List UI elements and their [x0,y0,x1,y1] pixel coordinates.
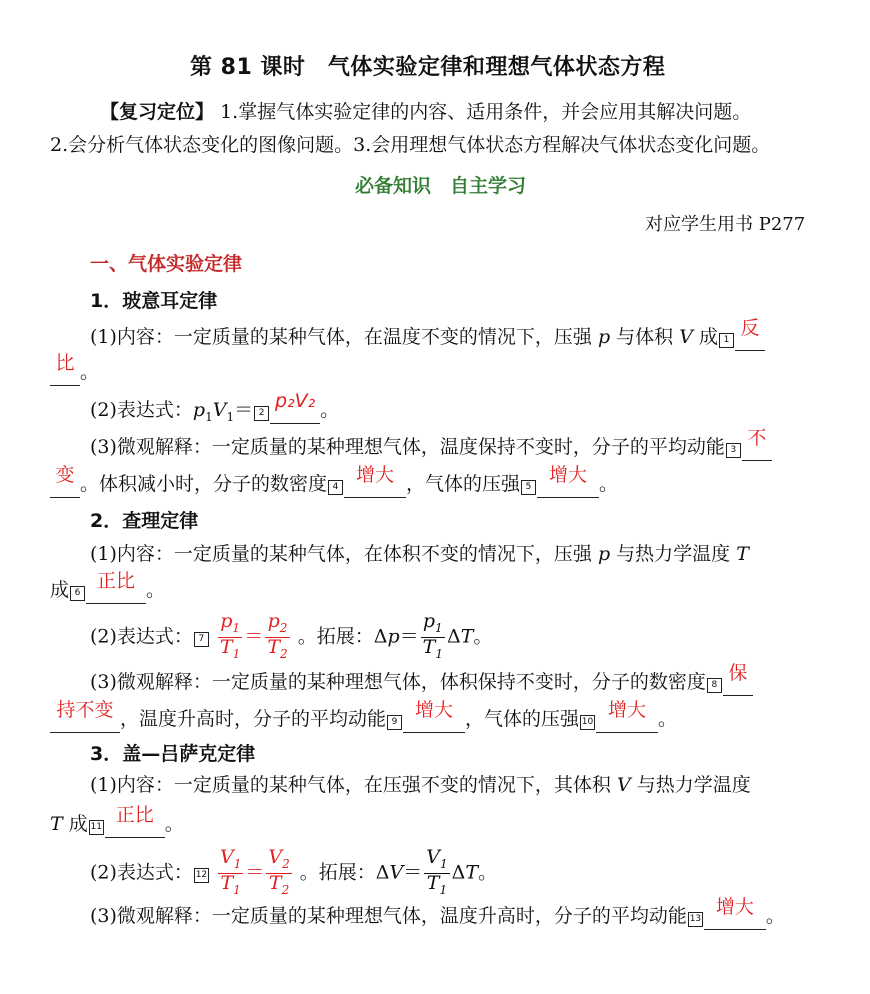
boyle-content-text: (1)内容：一定质量的某种气体，在温度不变的情况下，压强 [90,326,592,348]
answer-4: 增大 [356,464,395,486]
charles-expr-label: (2)表达式： [90,625,193,648]
section-heading: 必备知识 自主学习 [355,175,527,197]
charles-ext-label: 。拓展： [297,625,374,648]
review-label: 【复习定位】 [100,101,215,123]
gay-lussac-micro-text: (3)微观解释：一定质量的某种理想气体，温度升高时，分子的平均动能 [90,905,687,927]
answer-blank-11[interactable] [105,804,165,838]
blank-number-7: 7 [194,632,209,647]
review-line-2: 2.会分析气体状态变化的图像问题。3.会用理想气体状态方程解决气体状态变化问题。 [50,134,771,156]
charles-expression: (2)表达式： 7 $\frac{p_1}{T_1}$ ＝ $\frac{p_2}{T_2}$ 。拓展：Δp＝ $\frac{p_1}{T_1}$ ΔT。 [90,610,493,661]
answer-8a: 保 [728,662,748,684]
gay-lussac-content-text: (1)内容：一定质量的某种气体，在压强不变的情况下，其体积 [90,774,611,796]
boyle-content-mid: 与体积 [616,326,674,348]
blank-number-5: 5 [521,480,536,495]
answer-blank-4[interactable] [344,464,406,498]
answer-blank-1-cont[interactable] [50,352,80,386]
charles-micro [90,662,753,696]
charles-content-post: 与热力学温度 [616,543,731,565]
gay-lussac-line2-post: 成 [68,813,88,835]
answer-8b: 持不变 [56,699,114,721]
charles-content-cont: 成 6正比 。 [50,578,165,604]
answer-6: 正比 [97,570,136,592]
gay-lussac-micro: (3)微观解释：一定质量的某种理想气体，温度升高时，分子的平均动能 13增大 。 [90,904,785,930]
blank-number-10: 10 [580,715,595,730]
gay-lussac-content-post: 与热力学温度 [636,774,751,796]
part1-heading: 一、气体实验定律 [90,253,243,275]
answer-7-frac-right: $\frac{p_2}{T_2}$ [267,610,288,661]
boyle-content-cont [50,352,100,386]
answer-blank-2[interactable] [270,390,320,424]
blank-number-13: 13 [688,912,703,927]
answer-blank-8[interactable] [723,662,753,696]
gay-lussac-ext-label: 。拓展： [299,861,376,884]
charles-line2-pre: 成 [50,579,70,601]
review-text-1: 1.掌握气体实验定律的内容、适用条件，并会应用其解决问题。 [220,101,752,123]
answer-blank-8-cont[interactable] [50,699,120,733]
answer-blank-3-cont[interactable] [50,464,80,498]
gay-lussac-content-cont: T 成 11正比 。 [50,812,184,838]
charles-micro-cont: 持不变 ，温度升高时，分子的平均动能 9增大 ，气体的压强 10增大 。 [50,707,677,733]
book-reference: 对应学生用书 P277 [645,214,806,235]
answer-10: 增大 [608,699,647,721]
blank-number-2: 2 [254,406,269,421]
blank-number-9: 9 [387,715,402,730]
blank-number-6: 6 [70,586,85,601]
answer-blank-9[interactable] [403,699,465,733]
boyle-micro-cont: 变 。体积减小时，分子的数密度 4增大 ，气体的压强 5增大 。 [50,472,618,498]
boyle-micro-mid2: ，气体的压强 [406,473,521,495]
answer-blank-13[interactable] [704,896,766,930]
gay-lussac-expression: (2)表达式： 12 $\frac{V_1}{T_1}$ ＝ $\frac{V_2}{T_2}$ 。拓展：ΔV＝ $\frac{V_1}{T_1}$ ΔT。 [90,846,498,897]
answer-11: 正比 [115,804,154,826]
boyle-content-post: 成 [699,326,719,348]
answer-1a: 反 [740,317,760,339]
blank-number-4: 4 [328,480,343,495]
answer-9: 增大 [415,699,454,721]
boyle-micro-mid1: 。体积减小时，分子的数密度 [80,473,328,495]
boyle-expression: (2)表达式：$p_1V_1= 2p_2V_2$ 。 [90,390,340,424]
blank-number-1: 1 [719,333,734,348]
charles-content-text: (1)内容：一定质量的某种气体，在体积不变的情况下，压强 [90,543,592,565]
answer-3b: 变 [55,464,75,486]
boyle-expr-label: (2)表达式： [90,399,193,421]
answer-blank-10[interactable] [596,699,658,733]
blank-number-8: 8 [707,678,722,693]
answer-3a: 不 [747,427,767,449]
boyle-micro [90,427,772,461]
boyle-micro-text: (3)微观解释：一定质量的某种理想气体，温度保持不变时，分子的平均动能 [90,436,725,458]
boyle-content: (1)内容：一定质量的某种气体，在温度不变的情况下，压强 p 与体积 V 成 1反 [90,325,765,351]
charles-micro-text: (3)微观解释：一定质量的某种理想气体，体积保持不变时，分子的数密度 [90,671,706,693]
gay-lussac-heading: 3．盖—吕萨克定律 [90,743,256,765]
answer-blank-1[interactable] [735,317,765,351]
charles-heading: 2．查理定律 [90,510,199,532]
blank-number-3: 3 [726,443,741,458]
blank-number-11: 11 [89,820,104,835]
answer-7-frac-left: $\frac{p_1}{T_1}$ [219,610,241,661]
answer-blank-3[interactable] [742,427,772,461]
answer-blank-5[interactable] [537,464,599,498]
charles-micro-mid2: ，气体的压强 [465,708,580,730]
review-line-1 [100,100,751,124]
boyle-heading: 1．玻意耳定律 [90,290,218,312]
answer-12-frac-left: $\frac{V_1}{T_1}$ [219,846,242,897]
boyle-period: 。 [80,361,100,383]
answer-13: 增大 [715,896,754,918]
gay-lussac-expr-label: (2)表达式： [90,861,193,884]
answer-12-frac-right: $\frac{V_2}{T_2}$ [268,846,290,897]
gay-lussac-content: (1)内容：一定质量的某种气体，在压强不变的情况下，其体积 V 与热力学温度 [90,774,751,796]
answer-2: p₂V₂ [274,390,316,412]
blank-number-12: 12 [194,868,209,883]
answer-1b: 比 [55,352,75,374]
answer-5: 增大 [549,464,588,486]
page-title: 第 81 课时 气体实验定律和理想气体状态方程 [190,55,666,80]
charles-content: (1)内容：一定质量的某种气体，在体积不变的情况下，压强 p 与热力学温度 T [90,543,749,565]
charles-micro-mid1: ，温度升高时，分子的平均动能 [120,708,387,730]
